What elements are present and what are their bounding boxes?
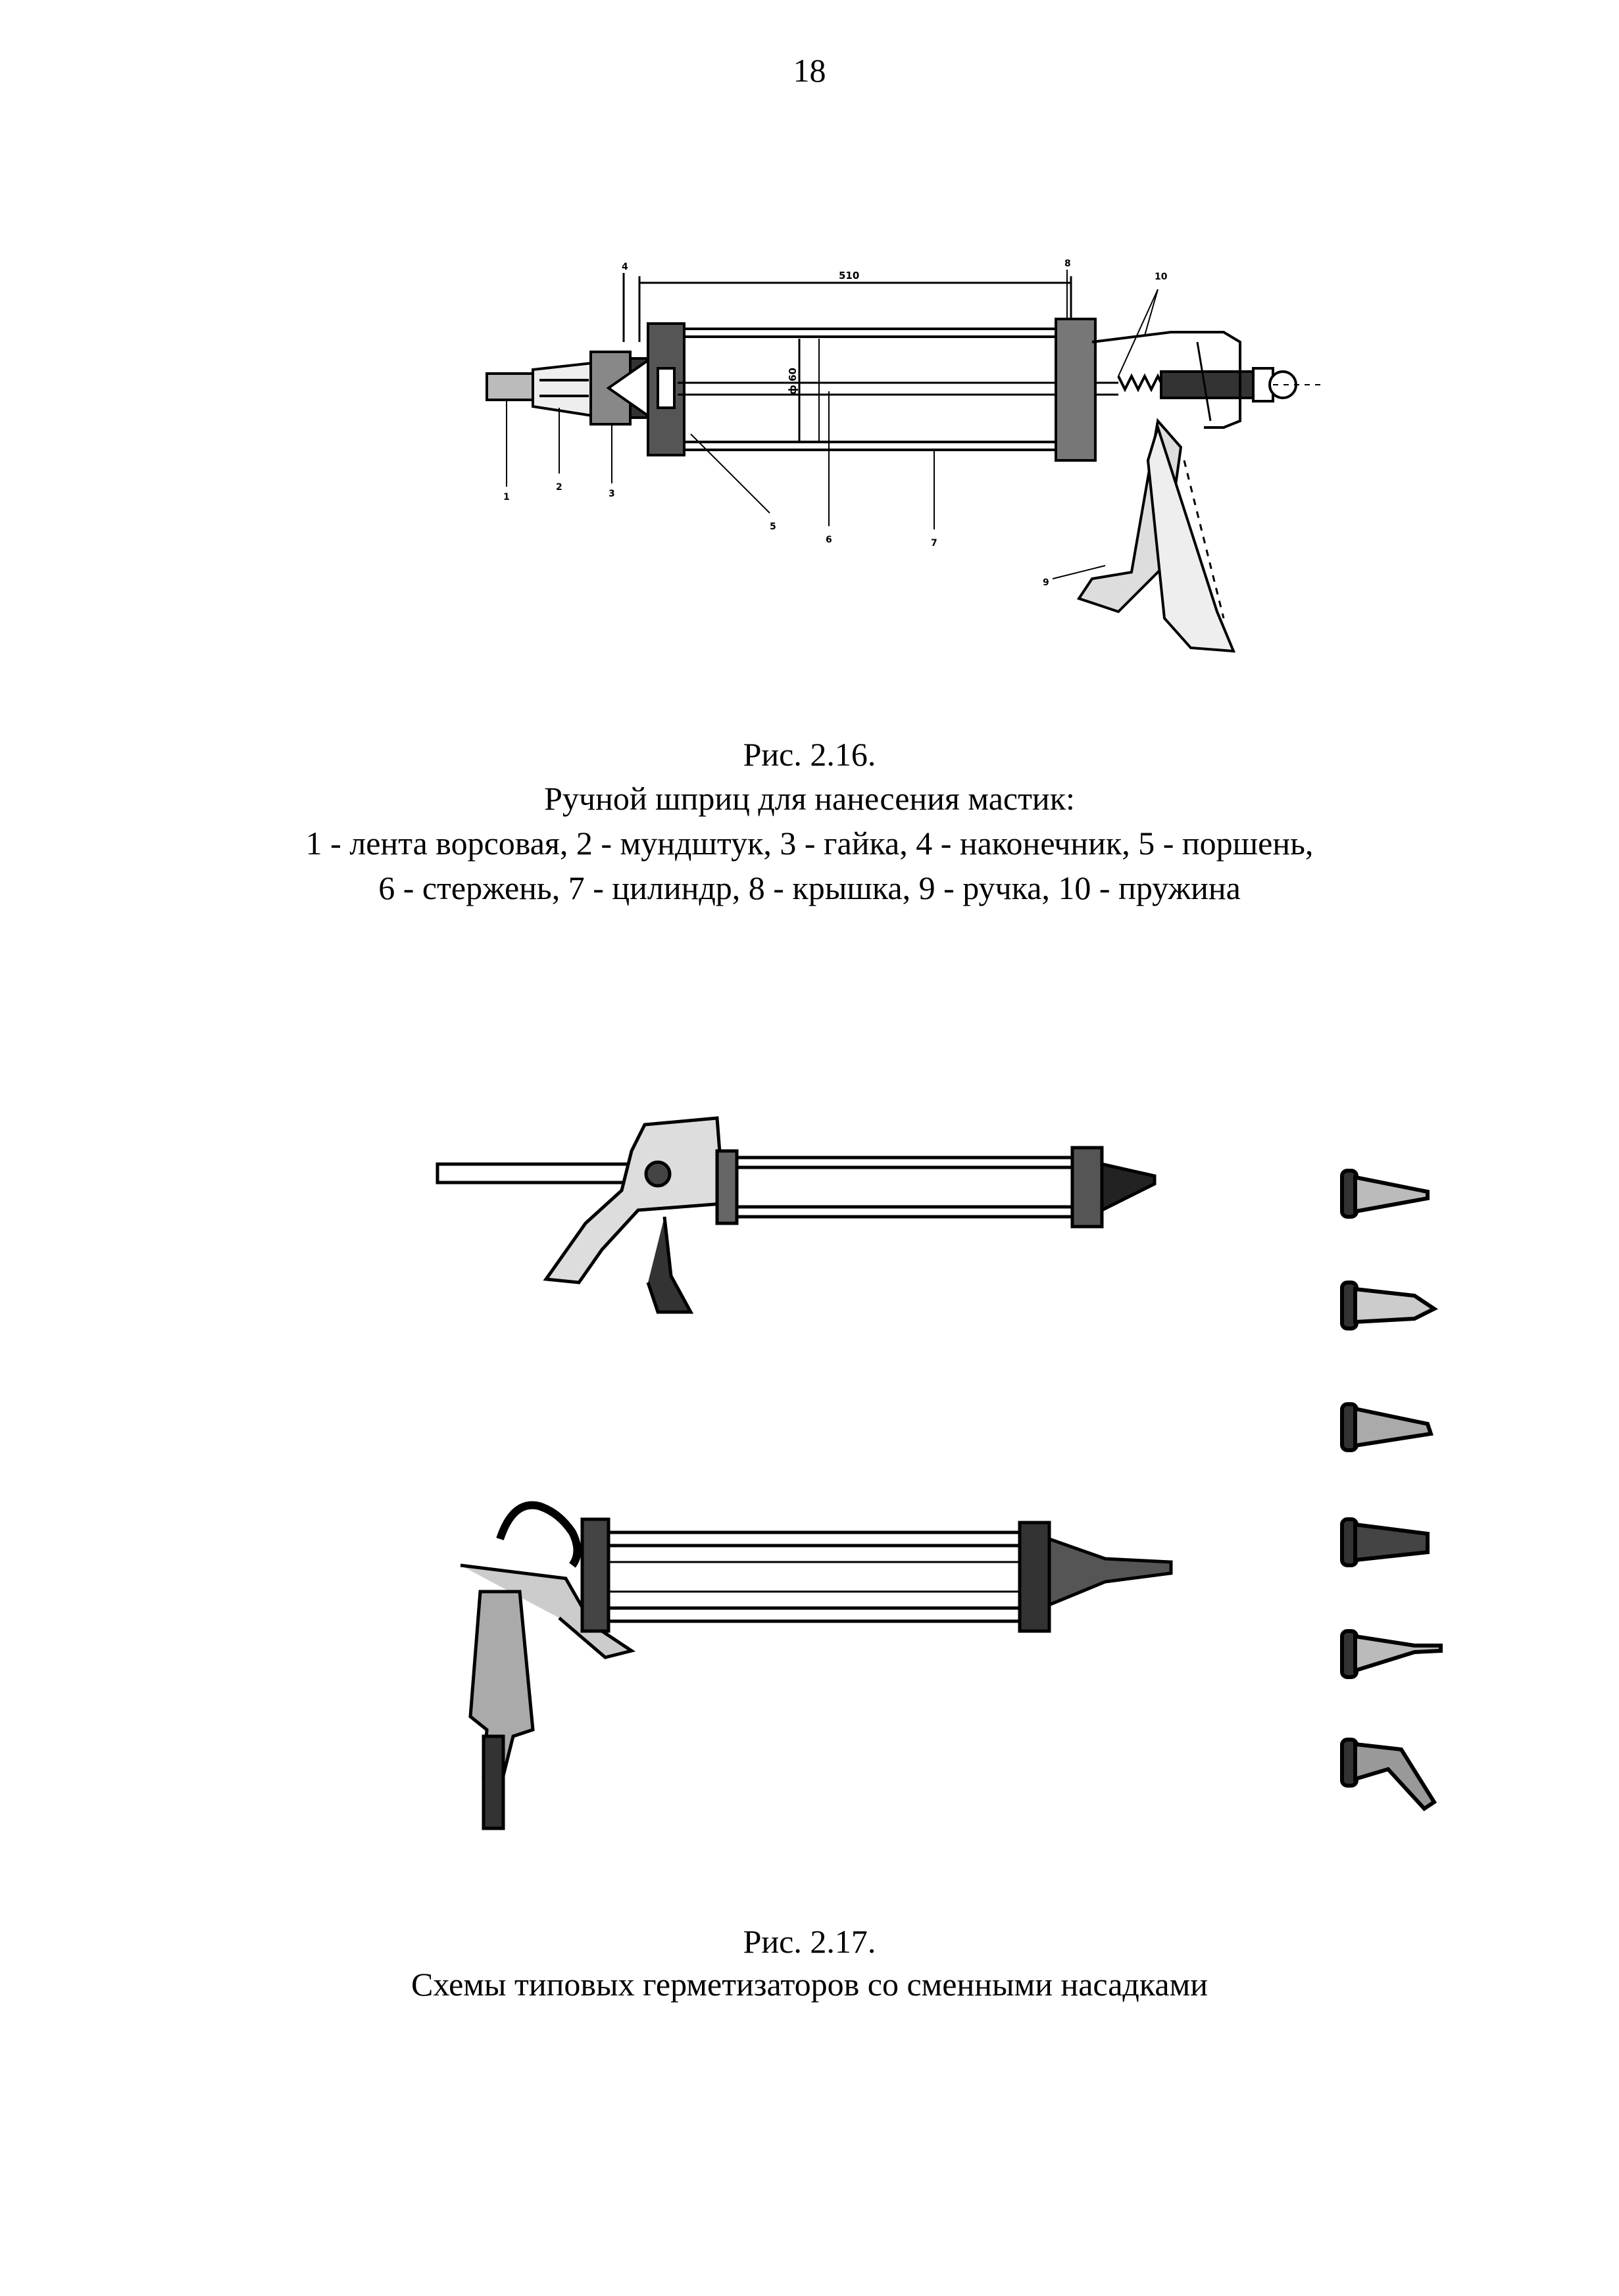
figure-2-16-subtitle: Ручной шприц для нанесения мастик: [544,780,1075,817]
dimension-diameter: ф 60 [787,368,799,395]
figure-2-16-legend-line2: 6 - стержень, 7 - цилиндр, 8 - крышка, 9 - ручка, 10 - пружина [378,869,1241,906]
callout-4: 4 [622,262,628,272]
nozzle-1 [1342,1171,1428,1217]
callout-5: 5 [770,522,776,532]
nozzle-4 [1342,1519,1428,1565]
nozzle-set-drawing [1329,1158,1441,1815]
nozzle-3 [1342,1404,1431,1450]
callout-3: 3 [609,489,615,499]
figure-2-17-subtitle: Схемы типовых герметизаторов со сменными насадками [411,1966,1208,2003]
nozzle-5 [1342,1631,1441,1677]
page-number: 18 [793,52,826,89]
callout-1: 1 [503,492,510,502]
callout-8: 8 [1064,258,1071,269]
callout-7: 7 [931,538,937,549]
callout-6: 6 [826,535,832,545]
nozzle-6 [1342,1740,1434,1809]
callout-10: 10 [1155,272,1168,282]
figure-2-16-legend-line1: 1 - лента ворсовая, 2 - мундштук, 3 - гайка, 4 - наконечник, 5 - поршень, [305,825,1314,862]
figure-2-17-title: Рис. 2.17. [743,1923,876,1960]
callout-2: 2 [556,482,562,493]
figure-2-16-title: Рис. 2.16. [743,736,876,773]
callout-9: 9 [1043,577,1049,588]
dimension-length: 510 [839,270,860,281]
nozzle-2 [1342,1282,1434,1329]
